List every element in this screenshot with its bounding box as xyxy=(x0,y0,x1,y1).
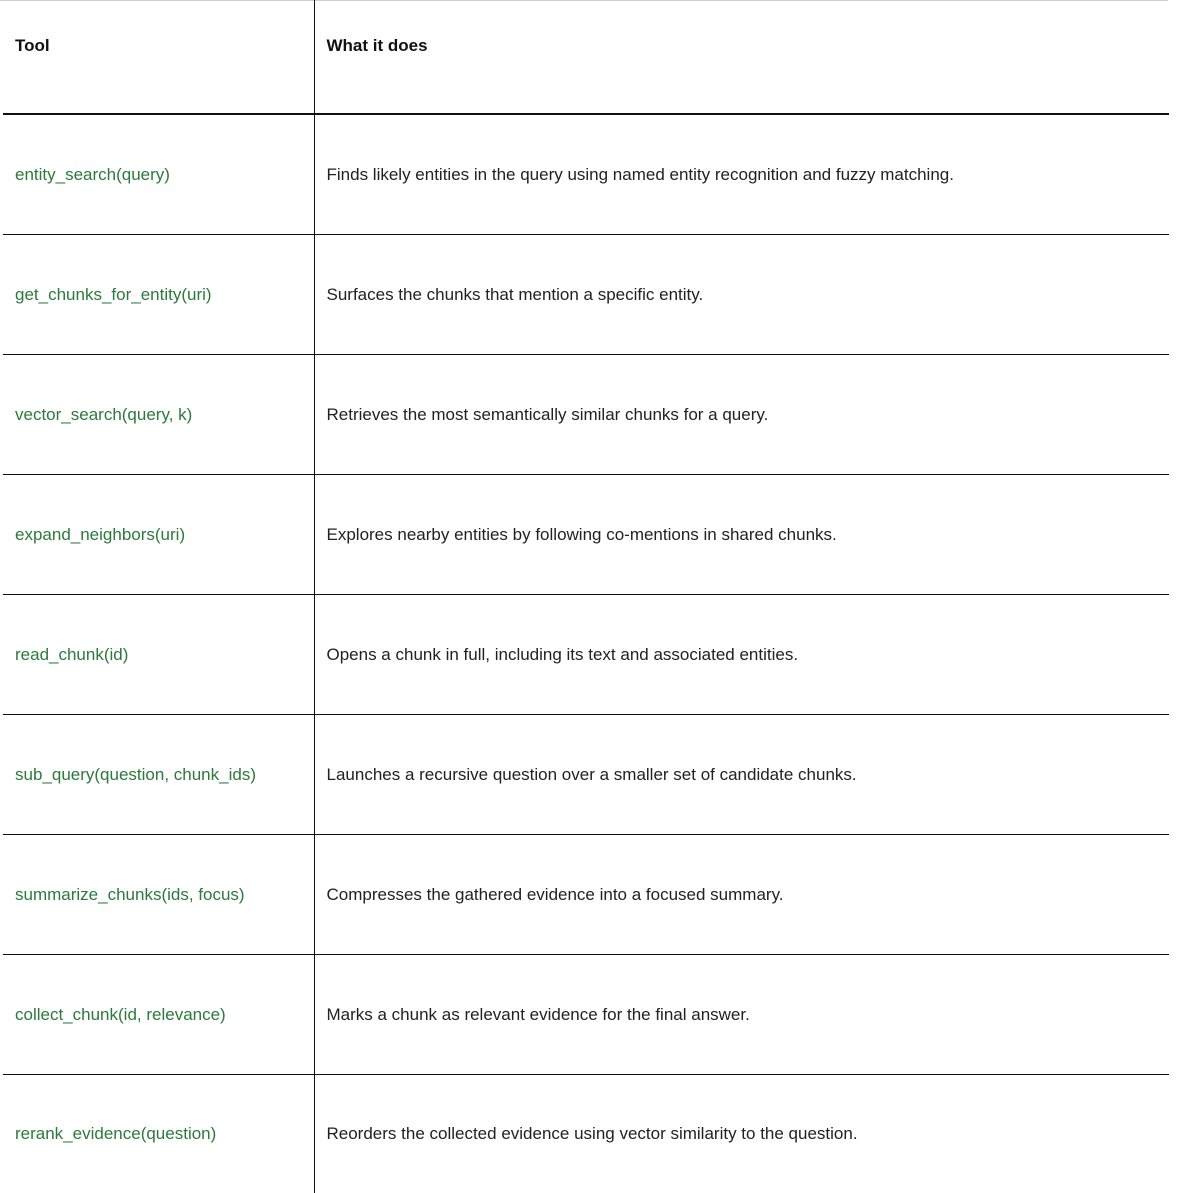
table-row xyxy=(3,1075,1169,1193)
table-row xyxy=(3,355,1169,475)
header-description: What it does xyxy=(314,0,1169,114)
tools-table xyxy=(3,0,1169,1193)
tool-name-cell: sub_query(question, chunk_ids) xyxy=(3,715,314,835)
table-row xyxy=(3,955,1169,1075)
table-header xyxy=(3,0,1169,114)
table-row xyxy=(3,475,1169,595)
tool-name-cell: collect_chunk(id, relevance) xyxy=(3,955,314,1075)
tool-description-cell: Reorders the collected evidence using vector similarity to the question. xyxy=(314,1075,1169,1193)
table-row xyxy=(3,595,1169,715)
tool-name-cell: summarize_chunks(ids, focus) xyxy=(3,835,314,955)
tool-name-cell: entity_search(query) xyxy=(3,114,314,235)
tool-description-cell: Surfaces the chunks that mention a specific entity. xyxy=(314,235,1169,355)
table-row xyxy=(3,835,1169,955)
tool-name-cell: expand_neighbors(uri) xyxy=(3,475,314,595)
tool-name-cell: rerank_evidence(question) xyxy=(3,1075,314,1193)
tool-description-cell: Retrieves the most semantically similar chunks for a query. xyxy=(314,355,1169,475)
tool-description-cell: Launches a recursive question over a smaller set of candidate chunks. xyxy=(314,715,1169,835)
tool-description-cell: Explores nearby entities by following co-mentions in shared chunks. xyxy=(314,475,1169,595)
table-body xyxy=(3,114,1169,1193)
tool-description-cell: Opens a chunk in full, including its text and associated entities. xyxy=(314,595,1169,715)
table-row xyxy=(3,715,1169,835)
tool-name-cell: get_chunks_for_entity(uri) xyxy=(3,235,314,355)
tool-description-cell: Compresses the gathered evidence into a focused summary. xyxy=(314,835,1169,955)
header-tool: Tool xyxy=(3,0,314,114)
tool-name-cell: vector_search(query, k) xyxy=(3,355,314,475)
table-row xyxy=(3,114,1169,235)
tool-description-cell: Finds likely entities in the query using named entity recognition and fuzzy matching. xyxy=(314,114,1169,235)
table-row xyxy=(3,235,1169,355)
tool-description-cell: Marks a chunk as relevant evidence for the final answer. xyxy=(314,955,1169,1075)
tool-name-cell: read_chunk(id) xyxy=(3,595,314,715)
header-row xyxy=(3,0,1169,114)
